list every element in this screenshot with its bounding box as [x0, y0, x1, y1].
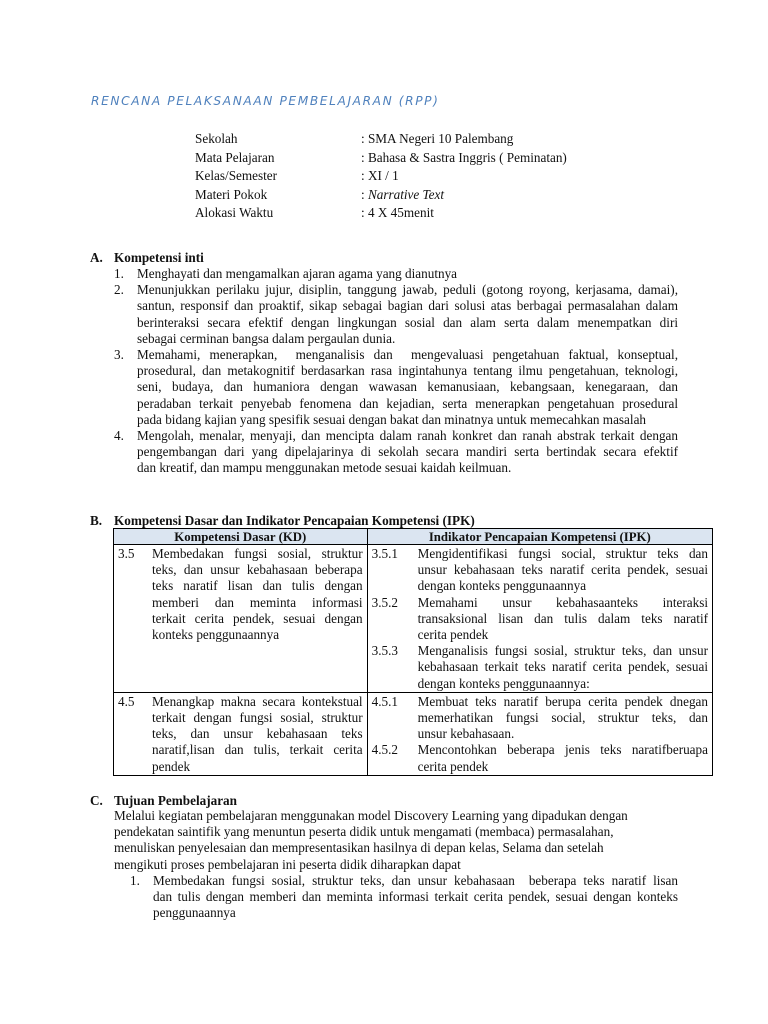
kd-text: [152, 546, 363, 643]
kd-code: 3.5: [118, 546, 135, 561]
ipk-text: [418, 742, 708, 774]
identity-row-material: [195, 186, 675, 205]
text-line: kebahasaan terkait teks naratif cerita pendek, sesuai: [417, 659, 708, 675]
text-line: transaksional lisan dan tulis dalam teks naratif: [417, 610, 708, 626]
text-line: teks, dan unsur kebahasaan teks: [152, 726, 363, 742]
text-line: Menangkap makna secara kontekstual: [152, 693, 363, 709]
text-line: Mengolah, menalar, menyaji, dan mencipta dalam ranah konkret dan ranah abstrak terkait dengan: [137, 428, 678, 444]
section-letter: B.: [90, 513, 103, 528]
text-line: terkait cerita pendek, sesuai dengan: [152, 610, 363, 626]
ipk-code: 3.5.3: [371, 643, 398, 659]
text-line: pengembangan dari yang dipelajarinya di sekolah secara mandiri serta bertindak secara efektif: [137, 444, 678, 460]
ipk-text: [418, 643, 708, 692]
ipk-item: [372, 742, 708, 774]
identity-label: Alokasi Waktu: [195, 205, 274, 221]
list-item: [114, 347, 678, 428]
identity-row-school: [195, 130, 675, 149]
list-item: [114, 428, 678, 477]
identity-row-subject: [195, 149, 675, 168]
text-line: dengan konteks penggunaannya: [417, 578, 587, 594]
identity-row-class: [195, 167, 675, 186]
table-header-row: [114, 529, 713, 545]
text-line: dan tulis dengan memberi dan meminta informasi terkait cerita pendek, sesuai dengan konteks: [153, 889, 678, 905]
section-b-heading: [90, 513, 475, 529]
ipk-cell: [367, 692, 712, 775]
list-text: [137, 428, 678, 477]
identity-label: Kelas/Semester: [195, 168, 278, 184]
table-header-kd: Kompetensi Dasar (KD): [114, 529, 368, 545]
ipk-code: 4.5.2: [371, 742, 398, 758]
kd-code: 4.5: [118, 693, 135, 709]
kd-text: [152, 694, 363, 775]
list-number: 4.: [114, 428, 124, 444]
section-a-heading: [90, 250, 204, 266]
identity-block: [195, 130, 675, 223]
section-title: Kompetensi inti: [114, 250, 204, 265]
table-row: [114, 545, 713, 693]
paragraph-line: Melalui kegiatan pembelajaran menggunakan model Discovery Learning yang dipadukan dengan: [114, 808, 628, 823]
list-text: [137, 266, 678, 282]
paragraph-line: mengikuti proses pembelajaran ini peserta didik diharapkan dapat: [114, 856, 461, 872]
list-text: [137, 347, 678, 428]
competence-table: [113, 528, 713, 776]
section-title: Tujuan Pembelajaran: [114, 793, 237, 808]
text-line: Membuat teks naratif berupa cerita pendek dnegan: [417, 693, 708, 709]
document-title: RENCANA PELAKSANAAN PEMBELAJARAN (RPP): [91, 94, 440, 108]
section-c-heading: [90, 793, 237, 809]
identity-value: [361, 186, 444, 205]
text-line: cerita pendek: [417, 627, 489, 643]
text-line: seni, budaya, dan humaniora dengan wawasan kemanusiaan, kebangsaan, kenegaraan, dan: [137, 379, 678, 395]
ipk-item: [372, 595, 708, 644]
kd-item: [118, 546, 363, 643]
text-line: naratif,lisan dan tulis, terkait cerita: [152, 742, 363, 758]
paragraph-line: menuliskan penyelesaian dan mempresentasikan hasilnya di depan kelas, Selama dan setelah: [114, 840, 604, 856]
identity-label: Sekolah: [195, 131, 238, 146]
ipk-code: 3.5.2: [371, 594, 398, 610]
ipk-item: [372, 643, 708, 692]
text-line: memberi dan meminta informasi: [152, 594, 363, 610]
text-line: peradaban terkait penyebab fenomena dan kejadian, serta menerapkan pengetahuan prosedural: [137, 395, 678, 411]
text-line: teks naratif lisan dan tulis dengan: [152, 578, 363, 594]
text-line: Membedakan fungsi sosial, struktur: [152, 546, 363, 561]
ipk-code: 4.5.1: [371, 693, 398, 709]
kd-cell: [114, 692, 368, 775]
text-line: dengan konteks penggunaannya:: [417, 675, 590, 691]
list-item: [130, 873, 678, 922]
text-line: Mencontohkan beberapa jenis teks naratifberuapa: [417, 742, 708, 758]
learning-objective-list: [130, 873, 678, 922]
text-line: Membedakan fungsi sosial, struktur teks, dan unsur kebahasaan beberapa teks naratif lisan: [153, 873, 678, 888]
identity-value: : SMA Negeri 10 Palembang: [361, 131, 514, 146]
text-line: Memahami unsur kebahasaanteks interaksi: [417, 594, 708, 610]
text-line: Menunjukkan perilaku jujur, disiplin, tanggung jawab, peduli (gotong royong, kerjasama, damai),: [137, 282, 678, 298]
table-row: [114, 692, 713, 775]
list-number: 1.: [114, 266, 124, 281]
text-line: Menganalisis fungsi sosial, struktur teks, dan unsur: [417, 643, 708, 659]
ipk-cell: [367, 545, 712, 693]
text-line: Menghayati dan mengamalkan ajaran agama yang dianutnya: [137, 266, 458, 281]
identity-label: Mata Pelajaran: [195, 149, 275, 165]
text-line: prosedural, dan metakognitif berdasarkan rasa ingintahunya tentang ilmu pengetahuan, teknologi,: [137, 363, 678, 379]
ipk-text: [418, 595, 708, 644]
identity-value: : 4 X 45menit: [361, 205, 434, 221]
text-line: santun, responsif dan proaktif, sikap sebagai bagian dari solusi atas berbagai permasalahan dalam: [137, 298, 678, 314]
ipk-text: [418, 546, 708, 595]
text-line: cerita pendek: [417, 758, 489, 774]
ipk-text: [418, 694, 708, 743]
identity-value: : Bahasa & Sastra Inggris ( Peminatan): [361, 149, 567, 165]
text-line: sebagai cerminan bangsa dalam pergaulan dunia.: [137, 330, 396, 346]
core-competence-list: [114, 266, 678, 477]
text-line: berinteraksi secara efektif dengan lingkungan sosial dan alam serta dalam menempatkan diri: [137, 314, 678, 330]
identity-row-time: [195, 204, 675, 223]
text-line: pendek: [152, 758, 191, 774]
text-line: Mengidentifikasi fungsi social, struktur teks dan: [417, 546, 708, 561]
list-item: [114, 266, 678, 282]
list-number: 3.: [114, 347, 124, 363]
text-line: unsur kebahasaan teks naratif cerita pendek, sesuai: [417, 562, 708, 578]
kd-cell: [114, 545, 368, 693]
identity-value-prefix: :: [361, 186, 368, 202]
list-item: [114, 282, 678, 347]
kd-item: [118, 694, 363, 775]
section-letter: A.: [90, 250, 103, 265]
identity-label: Materi Pokok: [195, 186, 268, 202]
section-letter: C.: [90, 793, 103, 808]
text-line: teks, dan unsur kebahasaan beberapa: [152, 562, 363, 578]
table-header-ipk: Indikator Pencapaian Kompetensi (IPK): [367, 529, 712, 545]
list-number: 2.: [114, 282, 124, 298]
text-line: memerhatikan fungsi social, struktur teks, dan: [417, 710, 708, 726]
text-line: penggunaannya: [153, 905, 236, 921]
text-line: dan kreatif, dan mampu menggunakan metode sesuai kaidah keilmuan.: [137, 460, 512, 476]
text-line: pada bidang kajian yang spesifik sesuai dengan bakat dan minatnya untuk memecahkan masalah: [137, 411, 647, 427]
identity-value-italic: Narrative Text: [367, 186, 445, 202]
section-title: Kompetensi Dasar dan Indikator Pencapaian Kompetensi (IPK): [114, 513, 475, 528]
ipk-item: [372, 694, 708, 743]
list-text: [137, 282, 678, 347]
table-body: [114, 545, 713, 776]
text-line: terkait dengan fungsi sosial, struktur: [152, 710, 363, 726]
list-number: 1.: [130, 873, 140, 888]
ipk-item: [372, 546, 708, 595]
list-text: [153, 873, 678, 922]
text-line: Memahami, menerapkan, menganalisis dan mengevaluasi pengetahuan faktual, konseptual,: [137, 347, 678, 363]
paragraph-line: pendekatan saintifik yang menuntun peserta didik untuk mengamati (membaca) permasalahan,: [114, 824, 614, 840]
text-line: konteks penggunaannya: [152, 627, 280, 643]
ipk-code: 3.5.1: [371, 546, 398, 561]
text-line: unsur kebahasaan.: [417, 726, 515, 742]
learning-objective-paragraph: [114, 808, 684, 873]
identity-value: : XI / 1: [361, 168, 399, 184]
